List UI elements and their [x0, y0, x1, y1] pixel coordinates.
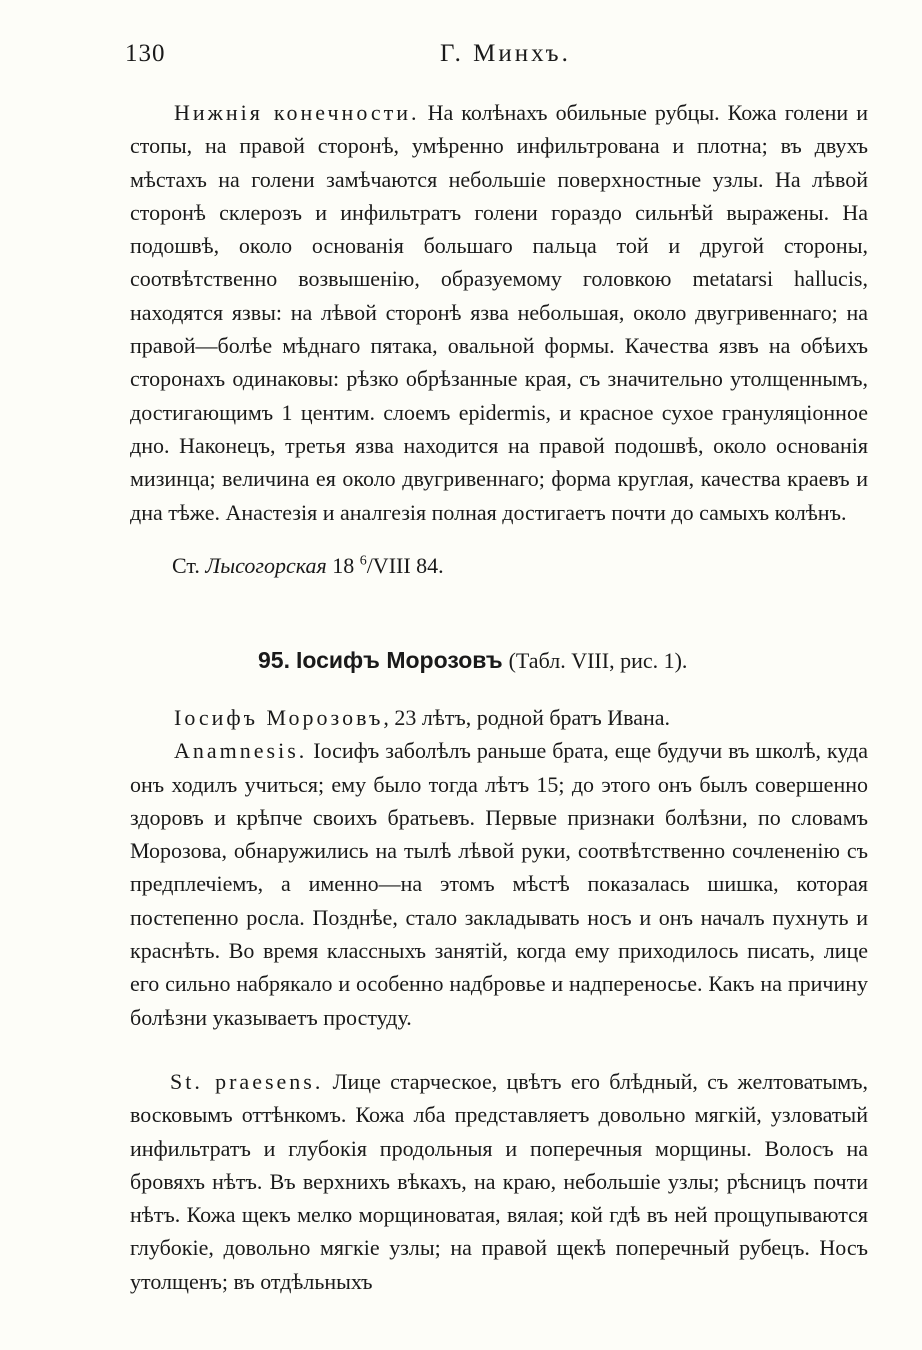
status-paragraph: [130, 1065, 868, 1298]
page-number: 130: [125, 40, 166, 67]
page-header: [125, 40, 825, 76]
lower-limbs-body: На колѣнахъ обильные рубцы. Кожа голени и стопы, на правой сторонѣ, умѣренно инфильтрована и плотна; въ двухъ мѣстахъ на голени замѣчаются небольшіе поверхностные узлы. На лѣвой сторонѣ склерозъ и инфильтратъ голени гораздо сильнѣй выражены. На подошвѣ, около основанія большаго пальца той и другой стороны, соотвѣтственно возвышенію, образуемому головкою metatarsi hallucis, находятся язвы: на лѣвой сторонѣ язва небольшая, около двугривеннаго; на правой—болѣе мѣднаго пятака, овальной формы. Качества язвъ на обѣихъ сторонахъ одинаковы: рѣзко обрѣзанные края, съ значительно утолщеннымъ, достигающимъ 1 центим. слоемъ epidermis, и красное сухое грануляціонное дно. Наконецъ, третья язва находится на правой подошвѣ, около основанія мизинца; величина ея около двугривеннаго; форма круглая, качества краевъ и дна тѣже. Анастезія и аналгезія полная достигаетъ почти до самыхъ колѣнъ.: [130, 100, 868, 525]
signature-month-sup: 6: [359, 553, 367, 569]
anamnesis-text: Іосифъ заболѣлъ раньше брата, еще будучи въ школѣ, куда онъ ходилъ учиться; ему было тогда лѣтъ 15; до этого онъ былъ совершенно здоровъ и крѣпче своихъ братьевъ. Первые признаки болѣзни, по словамъ Морозова, обнаружились на тылѣ лѣвой руки, соотвѣтственно сочлененію съ предплечіемъ, а именно—на этомъ мѣстѣ показалась шишка, которая постепенно росла. Позднѣе, стало закладывать носъ и онъ началъ пухнуть и краснѣть. Во время классныхъ занятій, когда ему приходилось писать, лице его сильно набрякало и особенно надбровье и надпереносье. Какъ на причину болѣзни указываетъ простуду.: [130, 738, 868, 1030]
case-name: Іосифъ Морозовъ: [295, 647, 503, 673]
intro-name: Іосифъ Морозовъ: [174, 705, 384, 730]
case-reference: (Табл. VIII, рис. 1).: [508, 648, 688, 673]
intro-paragraph: [130, 701, 868, 734]
anamnesis-paragraph: [130, 734, 868, 1034]
lower-limbs-text: [130, 96, 868, 529]
anamnesis-label: Anamnesis.: [174, 738, 308, 764]
status-label: St. praesens.: [170, 1069, 324, 1094]
case-body: [130, 701, 868, 1034]
signature-month: /VIII: [366, 553, 411, 578]
status-body: [130, 1065, 868, 1298]
location-date-signature: [172, 553, 444, 579]
status-text: Лице старческое, цвѣтъ его блѣдный, съ желтоватымъ, восковымъ оттѣнкомъ. Кожа лба представляетъ довольно мягкій, узловатый инфильтратъ и глубокія продольныя и поперечныя морщины. Волосъ на бровяхъ нѣтъ. Въ верхнихъ вѣкахъ, на краю, небольшіе узлы; рѣсницъ почти нѣтъ. Кожа щекъ мелко морщиноватая, вялая; кой гдѣ въ ней прощупываются глубокіе, довольно мягкіе узлы; на правой щекѣ поперечный рубецъ. Носъ утолщенъ; въ отдѣльныхъ: [130, 1069, 869, 1294]
lower-limbs-paragraph: [130, 96, 868, 529]
signature-prefix: Ст.: [172, 553, 200, 578]
signature-place: Лысогорская: [205, 553, 327, 578]
section-label-lower-limbs: Нижнія конечности.: [174, 100, 420, 125]
intro-text: , 23 лѣтъ, родной братъ Ивана.: [383, 705, 671, 730]
running-head: Г. Минхъ.: [440, 40, 571, 67]
case-heading: [258, 647, 687, 675]
case-number: 95.: [258, 647, 290, 673]
signature-year: 84.: [416, 553, 444, 578]
signature-day: 18: [332, 553, 355, 578]
